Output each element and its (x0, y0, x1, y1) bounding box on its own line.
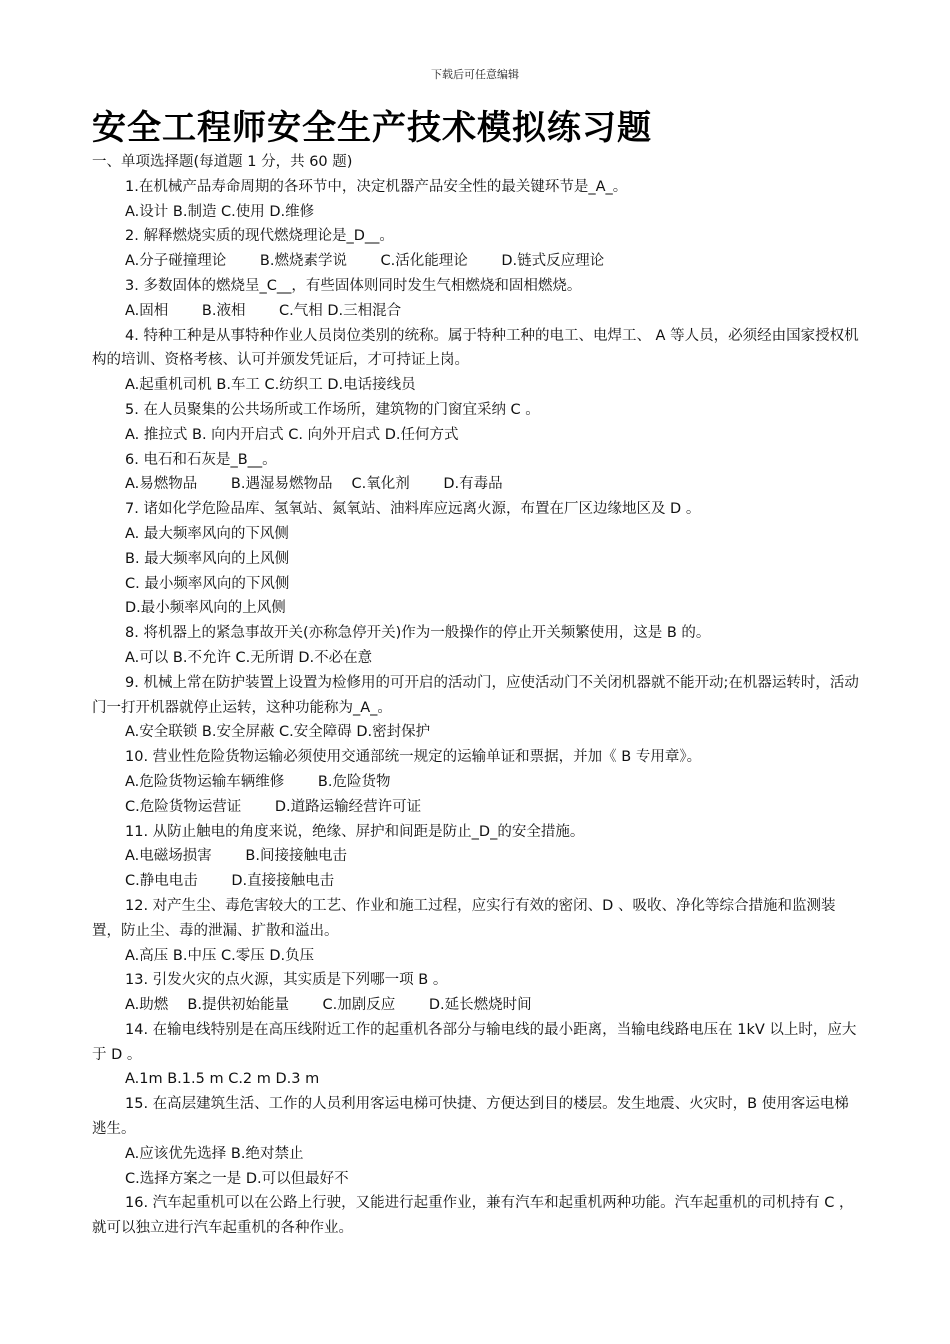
question-line: D.最小频率风向的上风侧 (125, 600, 286, 617)
document-title: 安全工程师安全生产技术模拟练习题 (92, 108, 652, 148)
question-line: A.安全联锁 B.安全屏蔽 C.安全障碍 D.密封保护 (125, 724, 431, 741)
question-line: A.固相 B.液相 C.气相 D.三相混合 (125, 302, 402, 319)
question-line: A. 推拉式 B. 向内开启式 C. 向外开启式 D.任何方式 (125, 426, 459, 443)
question-line: A.高压 B.中压 C.零压 D.负压 (125, 947, 315, 964)
question-line: A.电磁场损害 B.间接接触电击 (125, 848, 347, 865)
question-line: 10. 营业性危险货物运输必须使用交通部统一规定的运输单证和票据，并加《 B 专用章》。 (125, 749, 702, 766)
question-line: A.1m B.1.5 m C.2 m D.3 m (125, 1071, 320, 1088)
question-line: A.易燃物品 B.遇湿易燃物品 C.氧化剂 D.有毒品 (125, 476, 503, 493)
question-line: 11. 从防止触电的角度来说，绝缘、屏护和间距是防止_D_的安全措施。 (125, 823, 585, 840)
question-list (92, 175, 862, 1241)
question-line: A.设计 B.制造 C.使用 D.维修 (125, 203, 315, 220)
question-line: C. 最小频率风向的下风侧 (125, 575, 290, 592)
question-line: C.静电电击 D.直接接触电击 (125, 873, 335, 890)
question-line: 5. 在人员聚集的公共场所或工作场所，建筑物的门窗宜采纳 C 。 (125, 401, 540, 418)
question-line: 6. 电石和石灰是_B__。 (125, 451, 277, 468)
question-line: 16. 汽车起重机可以在公路上行驶，又能进行起重作业，兼有汽车和起重机两种功能。汽车起重机的司机持有 C ，就可以独立进行汽车起重机的各种作业。 (92, 1195, 854, 1237)
question-line: A.分子碰撞理论 B.燃烧素学说 C.活化能理论 D.链式反应理论 (125, 253, 605, 270)
question-line: 2. 解释燃烧实质的现代燃烧理论是_D__。 (125, 228, 394, 245)
question-line: 9. 机械上常在防护装置上设置为检修用的可开启的活动门，应使活动门不关闭机器就不能开动;在机器运转时，活动门一打开机器就停止运转，这种功能称为_A_。 (92, 674, 859, 716)
question-line: B. 最大频率风向的上风侧 (125, 550, 290, 567)
question-line: A.危险货物运输车辆维修 B.危险货物 (125, 773, 391, 790)
header-note: 下载后可任意编辑 (431, 68, 519, 81)
question-line: 4. 特种工种是从事特种作业人员岗位类别的统称。属于特种工种的电工、电焊工、 A 等人员，必须经由国家授权机构的培训、资格考核、认可并颁发凭证后，才可持证上岗。 (92, 327, 859, 369)
question-line: A. 最大频率风向的下风侧 (125, 525, 289, 542)
question-line: 1.在机械产品寿命周期的各环节中，决定机器产品安全性的最关键环节是_A_。 (125, 178, 628, 195)
question-line: 8. 将机器上的紧急事故开关(亦称急停开关)作为一般操作的停止开关频繁使用，这是 B 的。 (125, 625, 711, 642)
question-line: C.危险货物运营证 D.道路运输经营许可证 (125, 798, 422, 815)
question-line: 7. 诸如化学危险品库、氢氧站、氮氧站、油料库应远离火源，布置在厂区边缘地区及 D 。 (125, 501, 701, 518)
question-line: 12. 对产生尘、毒危害较大的工艺、作业和施工过程，应实行有效的密闭、D 、吸收、净化等综合措施和监测装置，防止尘、毒的泄漏、扩散和溢出。 (92, 897, 836, 939)
question-line: 3. 多数固体的燃烧呈_C__，有些固体则同时发生气相燃烧和固相燃烧。 (125, 277, 582, 294)
question-line: 13. 引发火灾的点火源，其实质是下列哪一项 B 。 (125, 972, 448, 989)
question-line: 14. 在输电线特别是在高压线附近工作的起重机各部分与输电线的最小距离，当输电线路电压在 1kV 以上时，应大于 D 。 (92, 1021, 857, 1063)
document-body (92, 150, 862, 1241)
question-line: C.选择方案之一是 D.可以但最好不 (125, 1170, 349, 1187)
question-line: A.起重机司机 B.车工 C.纺织工 D.电话接线员 (125, 377, 416, 394)
section-heading: 一、单项选择题(每道题 1 分，共 60 题) (92, 154, 353, 170)
question-line: 15. 在高层建筑生活、工作的人员利用客运电梯可快捷、方便达到目的楼层。发生地震、火灾时，B 使用客运电梯逃生。 (92, 1096, 849, 1138)
question-line: A.可以 B.不允许 C.无所谓 D.不必在意 (125, 649, 373, 666)
question-line: A.助燃 B.提供初始能量 C.加剧反应 D.延长燃烧时间 (125, 997, 532, 1014)
question-line: A.应该优先选择 B.绝对禁止 (125, 1145, 304, 1162)
